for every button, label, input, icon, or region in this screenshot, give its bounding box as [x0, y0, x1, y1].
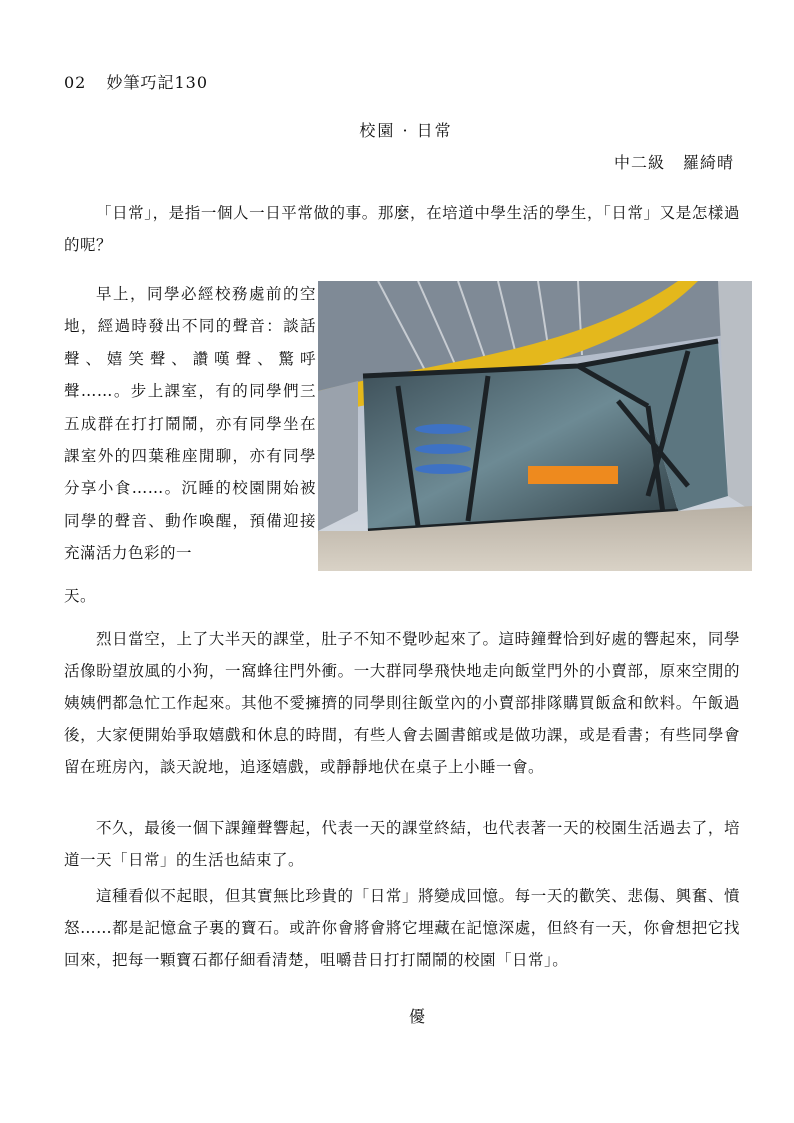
essay-title: 校園 · 日常: [359, 121, 453, 140]
paragraph-2-tail: 天。: [64, 587, 97, 605]
author-grade: 中二級: [613, 153, 665, 172]
school-photo: [318, 281, 752, 571]
grade-mark: 優: [408, 1007, 425, 1026]
author-name: 羅綺晴: [682, 153, 734, 172]
paragraph-4: 不久，最後一個下課鐘聲響起，代表一天的課堂終結，也代表著一天的校園生活過去了，培道一天「日常」的生活也結束了。: [64, 819, 740, 869]
paragraph-2: 早上，同學必經校務處前的空地，經過時發出不同的聲音：談話聲、嬉笑聲、讚嘆聲、驚呼聲……。步上課室，有的同學們三五成群在打打鬧鬧，亦有同學坐在課室外的四葉稚座閒聊，亦有同學分享小食……。沉睡的校園開始被同學的聲音、動作喚醒，預備迎接充滿活力色彩的一: [64, 285, 316, 563]
book-header: [64, 70, 208, 93]
book-title: 妙筆巧記130: [106, 73, 208, 92]
author-line: [614, 150, 734, 173]
page-number: 02: [64, 73, 87, 92]
paragraph-3: 烈日當空，上了大半天的課堂，肚子不知不覺吵起來了。這時鐘聲恰到好處的響起來，同學活像盼望放風的小狗，一窩蜂往門外衝。一大群同學飛快地走向飯堂門外的小賣部，原來空閒的姨姨們都急忙工作起來。其他不愛擁擠的同學則往飯堂內的小賣部排隊購買飯盒和飲料。午飯過後，大家便開始爭取嬉戲和休息的時間，有些人會去圖書館或是做功課，或是看書；有些同學會留在班房內，談天說地，追逐嬉戲，或靜靜地伏在桌子上小睡一會。: [64, 630, 740, 776]
paragraph-5: 這種看似不起眼，但其實無比珍貴的「日常」將變成回憶。每一天的歡笑、悲傷、興奮、憤怒……都是記憶盒子裏的寶石。或許你會將會將它埋藏在記憶深處，但終有一天，你會想把它找回來，把每一顆寶石都仔細看清楚，咀嚼昔日打打鬧鬧的校園「日常」。: [64, 887, 740, 969]
paragraph-1: 「日常」，是指一個人一日平常做的事。那麼，在培道中學生活的學生，「日常」又是怎樣過的呢？: [64, 204, 740, 254]
